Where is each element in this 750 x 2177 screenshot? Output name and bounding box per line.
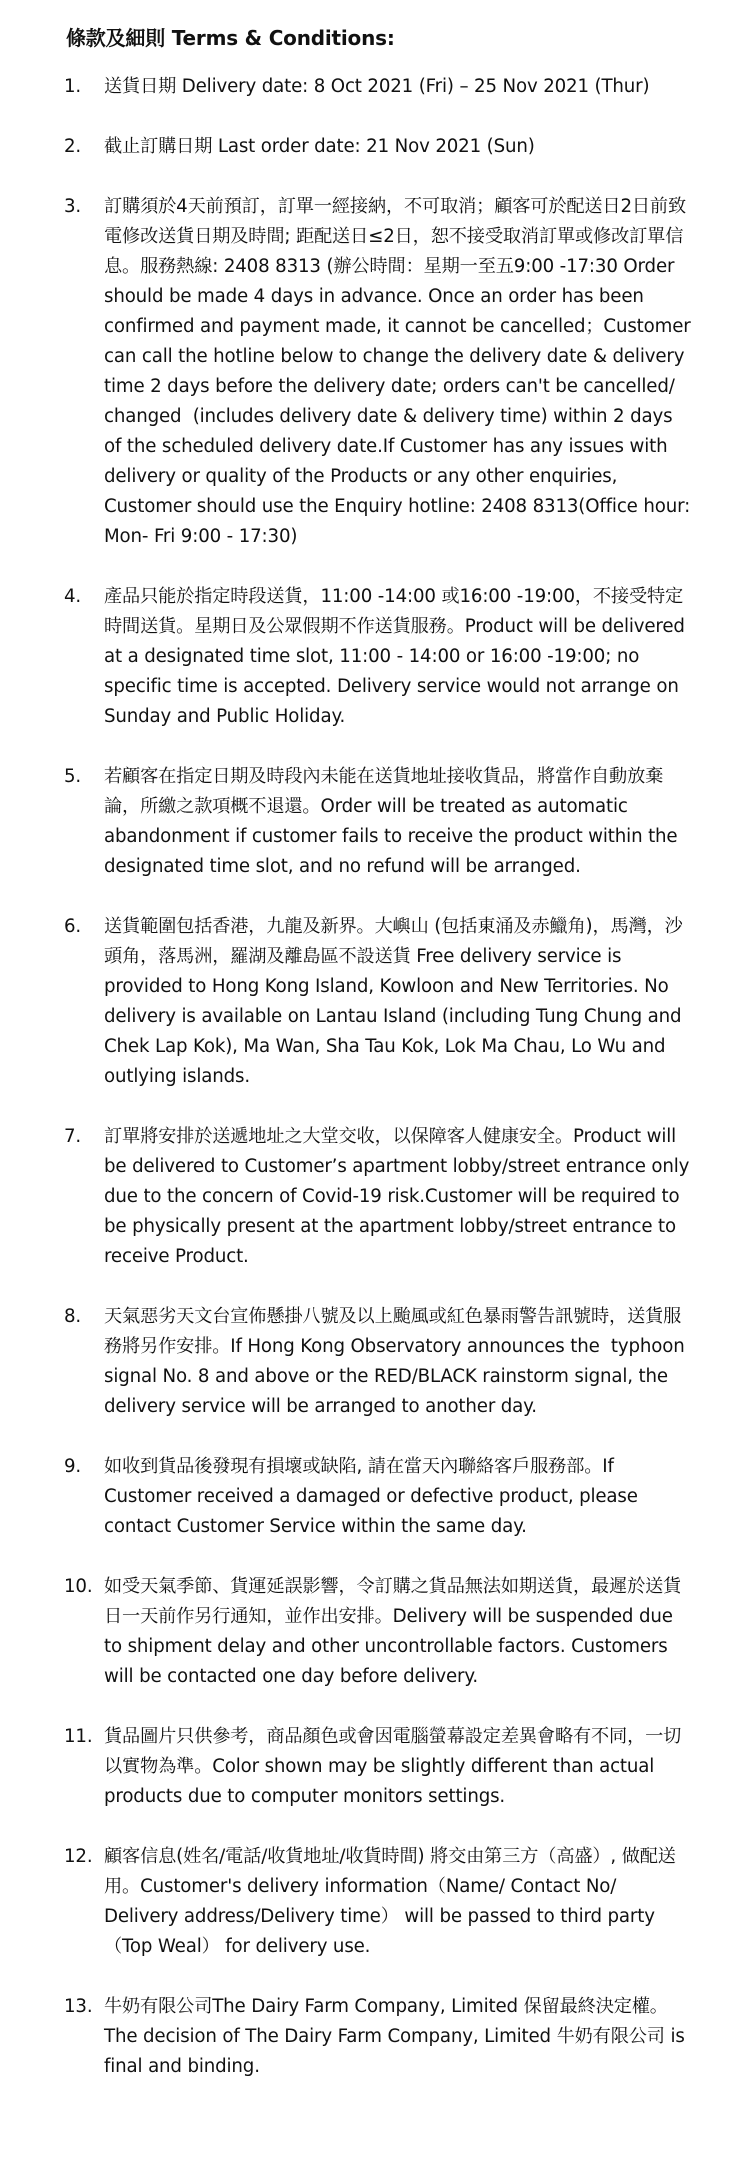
term-item-2 xyxy=(64,132,694,162)
term-number: 13. xyxy=(64,1996,93,2017)
term-text: 訂購須於4天前預訂，訂單一經接納，不可取消；顧客可於配送日2日前致電修改送貨日期及時間; 距配送日≤2日，恕不接受取消訂單或修改訂單信息。服務熱線: 2408 8313 (辦公時間：星期一至五9:00 -17:30 Order should be made 4 days in advance. Once an order has been confirmed and payment made, it cannot be cancelled；Customer can call the hotline below to change the delivery date & delivery time 2 days before the delivery date; orders can't be cancelled/ changed (includes delivery date & delivery time) within 2 days of the scheduled delivery date.If Customer has any issues with delivery or quality of the Products or any other enquiries, Customer should use the Enquiry hotline: 2408 8313(Office hour: Mon- Fri 9:00 - 17:30) xyxy=(104,196,697,547)
term-item-10 xyxy=(64,1572,694,1692)
term-text: 訂單將安排於送遞地址之大堂交收，以保障客人健康安全。Product will be delivered to Customer’s apartment lobby/street entrance only due to the concern of Covid-19 risk.Customer will be required to be physically present at the apartment lobby/street entrance to receive Product. xyxy=(104,1126,695,1267)
term-number: 5. xyxy=(64,766,82,787)
term-text: 產品只能於指定時段送貨，11:00 -14:00 或16:00 -19:00，不接受特定時間送貨。星期日及公眾假期不作送貨服務。Product will be delivered at a designated time slot, 11:00 - 14:00 or 16:00 -19:00; no specific time is accepted. Delivery service would not arrange on Sunday and Public Holiday. xyxy=(104,586,691,727)
term-number: 8. xyxy=(64,1306,82,1327)
term-number: 11. xyxy=(64,1726,93,1747)
term-number: 9. xyxy=(64,1456,82,1477)
term-text: 牛奶有限公司The Dairy Farm Company, Limited 保留最終決定權。The decision of The Dairy Farm Company, Limited 牛奶有限公司 is final and binding. xyxy=(104,1996,691,2077)
term-number: 12. xyxy=(64,1846,93,1867)
term-number: 2. xyxy=(64,136,82,157)
term-item-13 xyxy=(64,1992,694,2082)
term-text: 若顧客在指定日期及時段內未能在送貨地址接收貨品，將當作自動放棄論，所繳之款項概不退還。Order will be treated as automatic abandonment if customer fails to receive the product within the designated time slot, and no refund will be arranged. xyxy=(104,766,684,877)
term-item-8 xyxy=(64,1302,694,1422)
term-item-12 xyxy=(64,1842,694,1962)
term-text: 送貨範圍包括香港，九龍及新界。大嶼山 (包括東涌及赤鱲角)，馬灣，沙頭角，落馬洲，羅湖及離島區不設送貨 Free delivery service is provided to Hong Kong Island, Kowloon and New Territories. No delivery is available on Lantau Island (including Tung Chung and Chek Lap Kok), Ma Wan, Sha Tau Kok, Lok Ma Chau, Lo Wu and outlying islands. xyxy=(104,916,688,1087)
term-text: 貨品圖片只供參考，商品顏色或會因電腦螢幕設定差異會略有不同，一切以實物為準。Color shown may be slightly different than actual products due to computer monitors settings. xyxy=(104,1726,682,1807)
term-item-6 xyxy=(64,912,694,1092)
term-number: 4. xyxy=(64,586,82,607)
term-item-9 xyxy=(64,1452,694,1542)
term-text: 天氣惡劣天文台宣佈懸掛八號及以上颱風或紅色暴雨警告訊號時，送貨服務將另作安排。If Hong Kong Observatory announces the typhoon signal No. 8 and above or the RED/BLACK rainstorm signal, the delivery service will be arranged to another day. xyxy=(104,1306,691,1417)
term-item-5 xyxy=(64,762,694,882)
term-number: 10. xyxy=(64,1576,93,1597)
term-item-1 xyxy=(64,72,694,102)
term-text: 如收到貨品後發現有損壞或缺陷, 請在當天內聯絡客戶服務部。If Customer received a damaged or defective product, please contact Customer Service within the same day. xyxy=(104,1456,644,1537)
term-item-11 xyxy=(64,1722,694,1812)
term-number: 6. xyxy=(64,916,82,937)
term-number: 3. xyxy=(64,196,82,217)
terms-list xyxy=(64,72,697,2112)
term-item-3 xyxy=(64,192,697,552)
term-text: 如受天氣季節、貨運延誤影響，令訂購之貨品無法如期送貨，最遲於送貨日一天前作另行通知，並作出安排。Delivery will be suspended due to shipment delay and other uncontrollable factors. Customers will be contacted one day before delivery. xyxy=(104,1576,682,1687)
term-item-4 xyxy=(64,582,694,732)
term-number: 1. xyxy=(64,76,82,97)
term-text: 送貨日期 Delivery date: 8 Oct 2021 (Fri) – 25 Nov 2021 (Thur) xyxy=(104,76,650,97)
term-number: 7. xyxy=(64,1126,82,1147)
term-item-7 xyxy=(64,1122,694,1272)
term-text: 截止訂購日期 Last order date: 21 Nov 2021 (Sun) xyxy=(104,136,535,157)
term-text: 顧客信息(姓名/電話/收貨地址/收貨時間) 將交由第三方（高盛）, 做配送用。Customer's delivery information（Name/ Contact No/ Delivery address/Delivery time） will be passed to third party（Top Weal） for delivery use. xyxy=(104,1846,676,1957)
page-title: 條款及細則 Terms & Conditions: xyxy=(66,26,395,50)
